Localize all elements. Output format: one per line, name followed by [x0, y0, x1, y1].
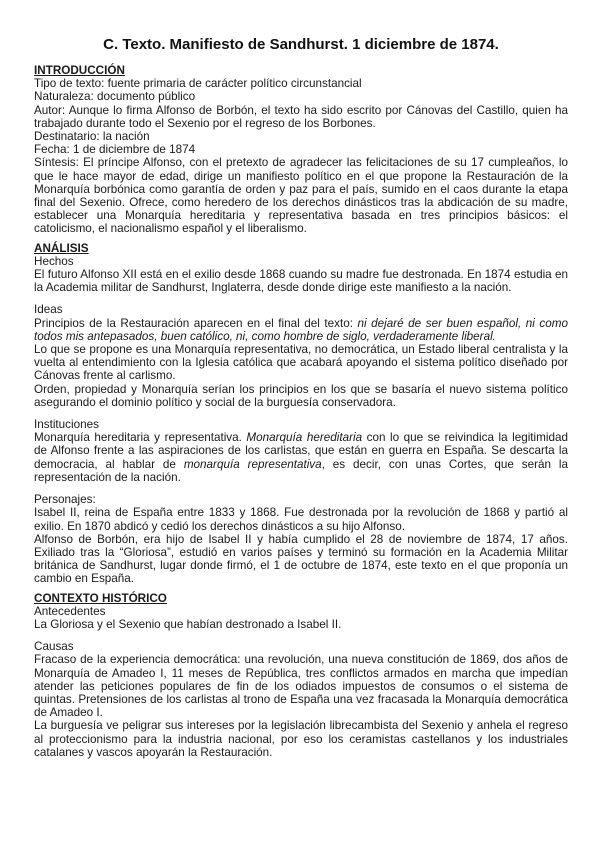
- document-page: [34, 36, 568, 759]
- inst-text-a: Monarquía hereditaria y representativa.: [34, 431, 247, 445]
- inst-emphasis-1: Monarquía hereditaria: [246, 431, 363, 445]
- ideas-quote: ni dejaré de ser buen español, ni como todos mis antepasados, buen católico, ni, como hombre de siglo, verdaderamente liberal.: [34, 316, 568, 343]
- ideas-paragraph-3: Orden, propiedad y Monarquía serían los principios en los que se basaría el nuevo sistema político asegurando el dominio político y social de la burguesía conservadora.: [34, 382, 568, 409]
- subheading-antecedentes: Antecedentes: [34, 604, 106, 618]
- ideas-paragraph-1: [34, 317, 568, 343]
- fecha: Fecha: 1 de diciembre de 1874: [34, 143, 196, 157]
- personajes-paragraph-1: Isabel II, reina de España entre 1833 y 1868. Fue destronada por la revolución de 1868 y partió al exilio. En 1870 abdicó y cedió los derechos dinásticos a su hijo Alfonso.: [34, 506, 568, 533]
- antecedentes-paragraph: La Gloriosa y el Sexenio que habían destronado a Isabel II.: [34, 617, 342, 631]
- hechos-paragraph: El futuro Alfonso XII está en el exilio desde 1868 cuando su madre fue destronada. En 1874 estudia en la Academia militar de Sandhurst, Inglaterra, desde donde dirige este manifiesto a la nación.: [34, 268, 568, 295]
- naturaleza: Naturaleza: documento público: [34, 90, 196, 104]
- inst-text-c: , es decir, con unas Cortes, que serán la representación de la nación.: [34, 457, 569, 484]
- ideas-paragraph-2: Lo que se propone es una Monarquía representativa, no democrática, un Estado liberal centralista y la vuelta al entendimiento con la Iglesia católica que acabará apoyando el sistema político diseñado por Cánovas frente al carlismo.: [34, 343, 568, 383]
- subheading-personajes: Personajes:: [34, 493, 96, 507]
- causas-paragraph-2: La burguesía ve peligrar sus intereses por la legislación librecambista del Sexenio y anhela el regreso al proteccionismo para la industria nacional, por eso los ceramistas castellanos y los industriales catalanes y vascos apoyarán la Restauración.: [34, 719, 568, 759]
- personajes-paragraph-2: Alfonso de Borbón, era hijo de Isabel II y había cumplido el 28 de noviembre de 1874, 17 años. Exiliado tras la “Gloriosa”, estudió en varios países y terminó su formación en la Academia Militar británica de Sandhurst, lugar donde firmó, el 1 de octubre de 1874, este texto en el que proponía un cambio en España.: [34, 532, 568, 586]
- subheading-hechos: Hechos: [34, 254, 74, 268]
- section-heading-introduccion: INTRODUCCIÓN: [34, 64, 125, 77]
- instituciones-paragraph: [34, 431, 568, 484]
- subheading-causas: Causas: [34, 640, 74, 654]
- subheading-instituciones: Instituciones: [34, 418, 99, 432]
- section-heading-contexto: CONTEXTO HISTÓRICO: [34, 591, 167, 605]
- inst-emphasis-2: monarquía representativa: [183, 457, 322, 471]
- inst-text-b: con lo que se reivindica la legitimidad de Alfonso frente a las aspiraciones de los carlistas, que están en guerra en España. Se descarta la democracia, al hablar de: [34, 431, 568, 471]
- destinatario: Destinatario: la nación: [34, 130, 150, 144]
- autor: Autor: Aunque lo firma Alfonso de Borbón, el texto ha sido escrito por Cánovas del Castillo, quien ha trabajado durante todo el Sexenio por el regreso de los Borbones.: [34, 103, 568, 130]
- tipo-de-texto: Tipo de texto: fuente primaria de carácter político circunstancial: [34, 77, 362, 91]
- causas-paragraph-1: Fracaso de la experiencia democrática: una revolución, una nueva constitución de 1869, dos años de Monarquía de Amadeo I, 11 meses de República, tres conflictos armados en marcha que impedían atender las peticiones populares de fin de los odiados impuestos de consumos o el sistema de quintas. Pretensiones de los carlistas al trono de España una vez fracasada la Monarquía democrática de Amadeo I.: [34, 653, 568, 720]
- page-title: C. Texto. Manifiesto de Sandhurst. 1 diciembre de 1874.: [103, 36, 499, 53]
- subheading-ideas: Ideas: [34, 303, 63, 317]
- section-heading-analisis: ANÁLISIS: [34, 241, 89, 255]
- ideas-text: Principios de la Restauración aparecen en el final del texto:: [34, 316, 358, 330]
- sintesis: Síntesis: El príncipe Alfonso, con el pretexto de agradecer las felicitaciones de su 17 cumpleaños, lo que le hace mayor de edad, dirige un manifiesto político en el que propone la Restauración de la Monarquía borbónica como garantía de orden y paz para el país, sumido en el caos durante la etapa final del Sexenio. Ofrece, como heredero de los derechos dinásticos tras la abdicación de su madre, establecer una Monarquía hereditaria y representativa basada en tres principios básicos: el catolicismo, el nacionalismo español y el liberalismo.: [34, 156, 568, 236]
